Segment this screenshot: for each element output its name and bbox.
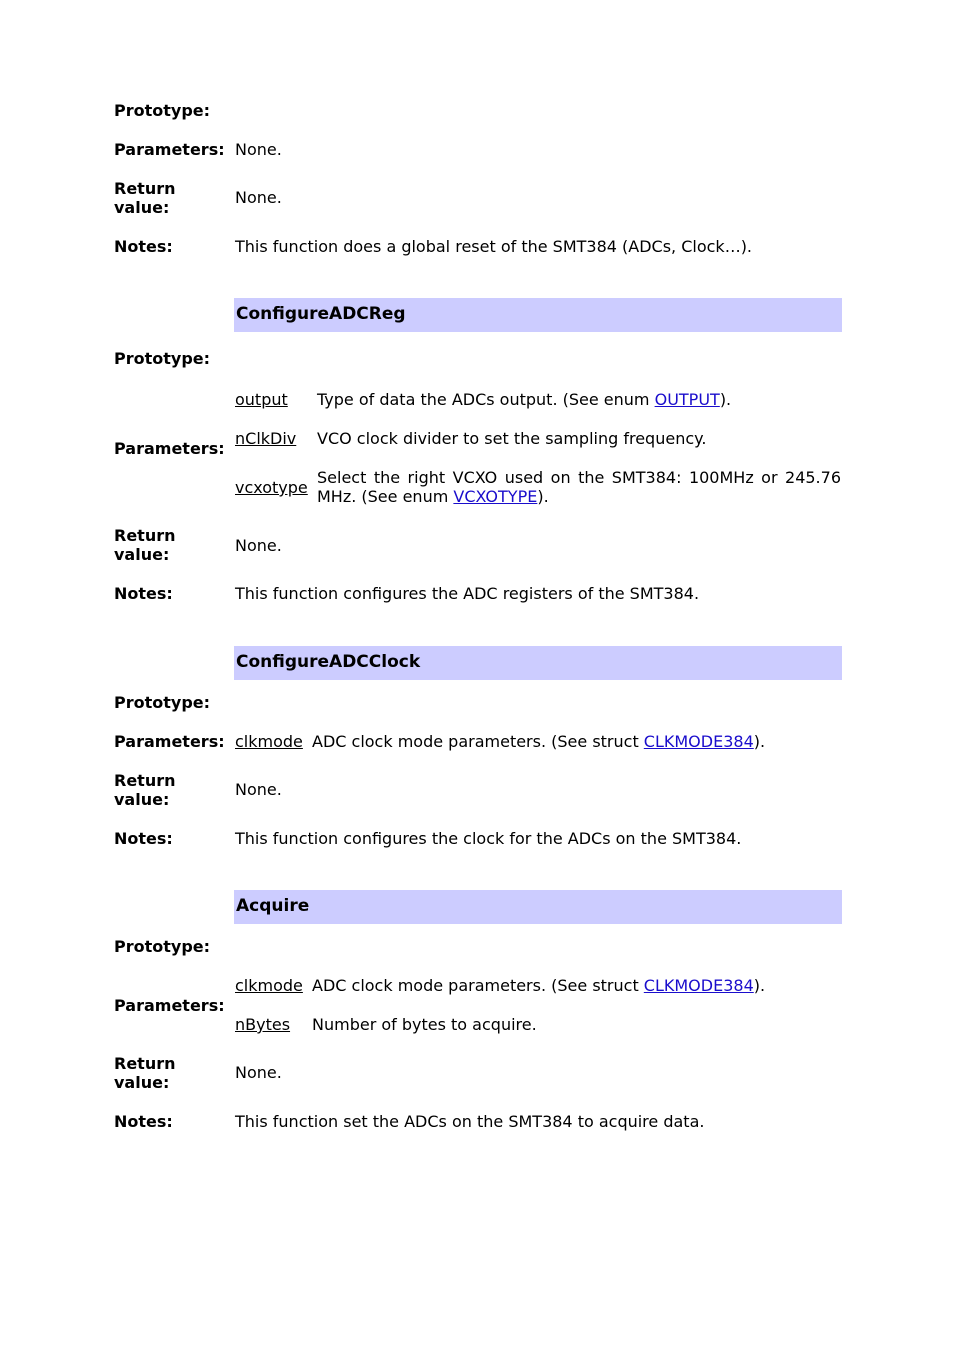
parameters-value: None.: [235, 140, 282, 159]
param-description: Number of bytes to acquire.: [312, 1015, 537, 1034]
struct-link[interactable]: CLKMODE384: [643, 732, 754, 751]
notes-text: This function does a global reset of the SMT384 (ADCs, Clock…).: [235, 237, 753, 256]
notes-text: This function configures the clock for the ADCs on the SMT384.: [235, 829, 742, 848]
parameters-label: Parameters:: [114, 732, 225, 751]
notes-label: Notes:: [114, 829, 173, 848]
return-label-line1: Return: [114, 526, 176, 545]
return-label-line1: Return: [114, 1054, 176, 1073]
notes-label: Notes:: [114, 1112, 173, 1131]
param-description: VCO clock divider to set the sampling frequency.: [317, 429, 707, 448]
param-description: Type of data the ADCs output. (See enum OUTPUT).: [317, 390, 732, 409]
notes-label: Notes:: [114, 237, 173, 256]
param-name: clkmode: [235, 976, 303, 995]
param-name: nBytes: [235, 1015, 291, 1034]
return-value: None.: [235, 536, 282, 555]
return-value: None.: [235, 780, 282, 799]
section-header: [234, 646, 842, 680]
return-label-line2: value:: [114, 790, 170, 809]
return-label-line2: value:: [114, 1073, 170, 1092]
parameters-label: Parameters:: [114, 439, 225, 458]
param-description: ADC clock mode parameters. (See struct CLKMODE384).: [312, 732, 766, 751]
section-title: ConfigureADCReg: [236, 304, 406, 324]
param-description-line2: MHz. (See enum VCXOTYPE).: [317, 487, 549, 506]
param-name: vcxotype: [235, 478, 308, 497]
notes-text: This function set the ADCs on the SMT384 to acquire data.: [235, 1112, 705, 1131]
prototype-label: Prototype:: [114, 937, 211, 956]
notes-label: Notes:: [114, 584, 173, 603]
prototype-label: Prototype:: [114, 101, 211, 120]
section-title: Acquire: [236, 896, 310, 916]
section-header: [234, 890, 842, 924]
param-name: clkmode: [235, 732, 303, 751]
prototype-label: Prototype:: [114, 349, 211, 368]
return-label-line1: Return: [114, 771, 176, 790]
param-description: ADC clock mode parameters. (See struct CLKMODE384).: [312, 976, 766, 995]
return-label-line2: value:: [114, 545, 170, 564]
return-label-line2: value:: [114, 198, 170, 217]
param-description-line1: Select the right VCXO used on the SMT384: 100MHz or 245.76: [317, 468, 841, 487]
struct-link[interactable]: CLKMODE384: [643, 976, 754, 995]
section-title: ConfigureADCClock: [236, 652, 421, 672]
param-name: nClkDiv: [235, 429, 297, 448]
enum-link[interactable]: VCXOTYPE: [453, 487, 538, 506]
notes-text: This function configures the ADC registers of the SMT384.: [235, 584, 700, 603]
return-value: None.: [235, 188, 282, 207]
return-label-line1: Return: [114, 179, 176, 198]
section-header: [234, 298, 842, 332]
prototype-label: Prototype:: [114, 693, 211, 712]
parameters-label: Parameters:: [114, 996, 225, 1015]
enum-link[interactable]: OUTPUT: [654, 390, 720, 409]
param-name: output: [235, 390, 288, 409]
return-value: None.: [235, 1063, 282, 1082]
parameters-label: Parameters:: [114, 140, 225, 159]
